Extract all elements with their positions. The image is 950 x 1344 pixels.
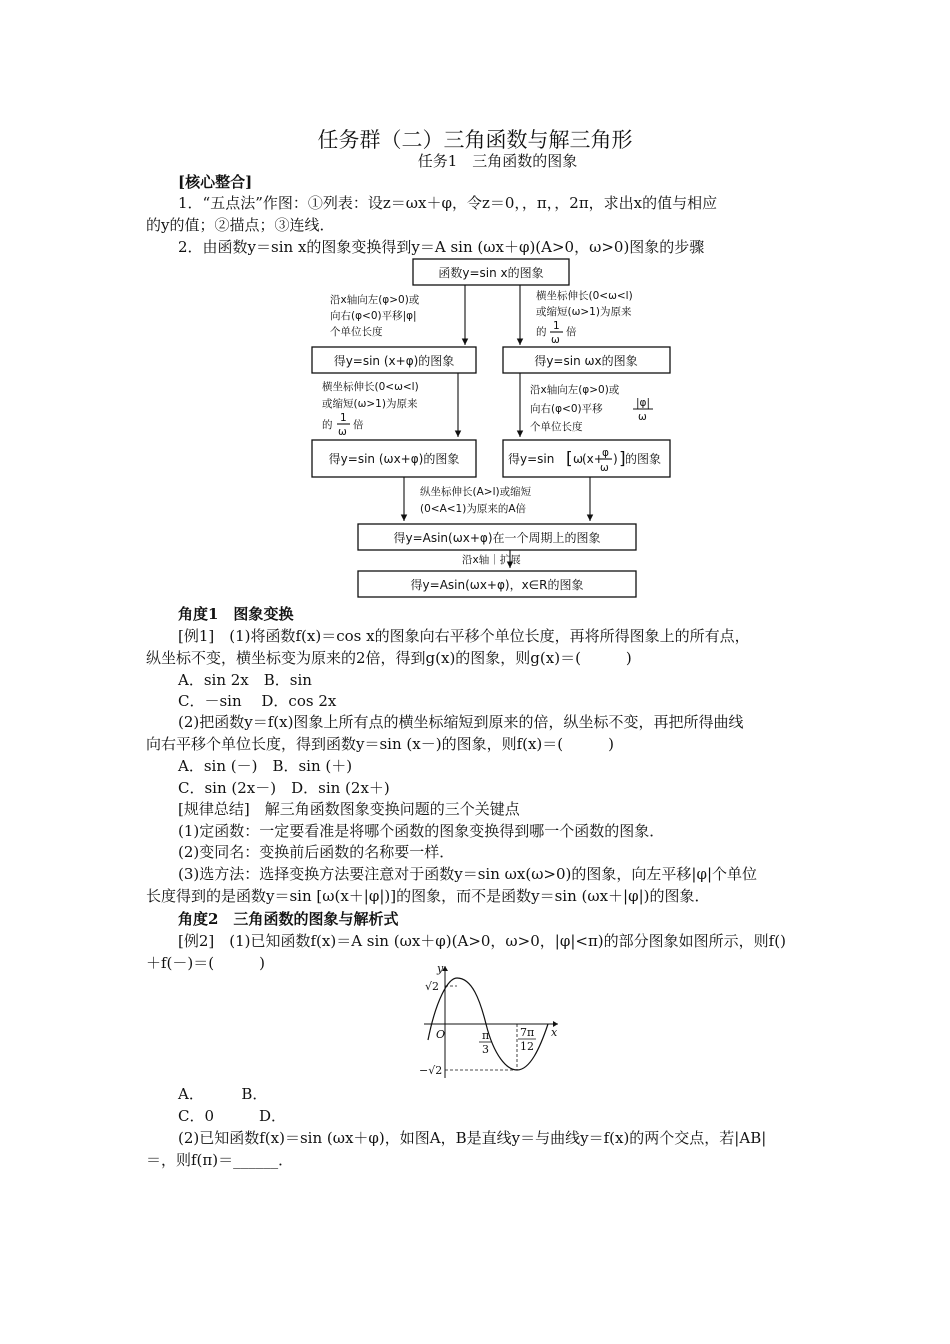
ex2b-line-2: ＝，则f(π)＝______． [146,1151,294,1169]
x-axis-label: x [551,1026,558,1039]
summary-point-2: (2)变同名：变换前后函数的名称要一样． [178,843,455,861]
flow-left-label-1b: 向右(φ<0)平移|φ| [330,310,417,322]
flow-box-top-text: 函数y=sin x的图象 [438,266,544,280]
sine-graph [412,960,572,1085]
summary-point-3-line-1: (3)选方法：选择变换方法要注意对于函数y＝sin ωx(ω>0)的图象，向左平移|φ|个单位 [178,865,757,883]
flow-left-frac-2-num: 1 [340,412,347,424]
flow-right-box-1-text: 得y=sin ωx的图象 [534,354,638,368]
y-axis-label: y [437,962,444,975]
flow-right-box-2-inner: (x+ [582,452,604,466]
flow-right-label-2c: 个单位长度 [530,421,583,433]
ex2-options-ab: A． B． [178,1085,268,1103]
origin-label: O [436,1028,446,1041]
flow-right-box-2-bracket-left: [ [566,449,573,469]
y-max-label: √2 [425,980,440,993]
page-subtitle: 任务1 三角函数的图象 [417,152,578,170]
tick-1-den: 3 [482,1043,489,1056]
flow-left-box-1-text: 得y=sin (x+φ)的图象 [333,354,455,368]
paragraph-1-line-1: 1．“五点法”作图：①列表：设z＝ωx＋φ，令z＝0，，π，，2π，求出x的值与相应 [178,194,718,212]
ex1-options-cd: C．－sin D．cos 2x [178,692,337,710]
flow-right-box-2-frac-num: φ [602,447,609,459]
ex1b-options-cd: C．sin (2x－) D．sin (2x＋) [178,779,390,797]
flow-left-label-2c: 的 [322,419,333,431]
flow-left-label-1c: 个单位长度 [330,326,383,338]
flow-left-box-2-text: 得y=sin (ωx+φ)的图象 [328,452,460,466]
flow-left-frac-2-den: ω [338,426,347,438]
summary-point-1: (1)定函数：一定要看准是将哪个函数的图象变换得到哪一个函数的图象． [178,822,665,840]
flow-left-label-2a: 横坐标伸长(0<ω<l) [322,381,419,393]
ex1-options-ab: A．sin 2x B．sin [178,671,312,689]
flow-box-4-text: 得y=Asin(ωx+φ)，x∈R的图象 [410,578,584,592]
ex1b-options-ab: A．sin (－) B．sin (＋) [178,757,353,775]
flow-mid-label-a: 纵坐标伸长(A>l)或缩短 [420,486,532,498]
flow-right-box-2-frac-den: ω [600,462,609,474]
angle1-heading: 角度1 图象变换 [178,605,294,623]
angle2-heading: 角度2 三角函数的图象与解析式 [178,910,399,928]
ex1-line-2: 纵坐标不变，横坐标变为原来的2倍，得到g(x)的图象，则g(x)＝( ) [146,649,632,667]
flow-left-label-2b: 或缩短(ω>1)为原来 [322,398,418,410]
flow-mid-label-b: (0<A<1)为原来的A倍 [420,503,527,515]
flow-right-label-1b: 或缩短(ω>1)为原来 [536,306,632,318]
flow-box-3-text: 得y=Asin(ωx+φ)在一个周期上的图象 [393,531,601,545]
y-min-label: −√2 [419,1064,443,1077]
flow-right-label-2a: 沿x轴向左(φ>0)或 [530,384,620,396]
ex2-line-1: [例2] (1)已知函数f(x)＝A sin (ωx＋φ)(A>0，ω>0，|φ|<π)的部分图象如图所示，则f() [178,932,786,950]
ex2b-line-1: (2)已知函数f(x)＝sin (ωx＋φ)，如图A，B是直线y＝与曲线y＝f(x)的两个交点，若|AB| [178,1129,767,1147]
flow-left-label-1a: 沿x轴向左(φ>0)或 [330,294,420,306]
tick-2-den: 12 [520,1040,534,1053]
page-title: 任务群（二）三角函数与解三角形 [317,128,633,152]
flow-left-label-2d: 倍 [353,419,364,431]
flow-right-frac-1-num: 1 [553,320,560,332]
flow-right-box-2-pre: 得y=sin [508,452,555,466]
flow-right-label-1c: 的 [536,326,547,338]
ex2-options-cd: C．0 D． [178,1107,287,1125]
flow-right-label-1a: 横坐标伸长(0<ω<l) [536,290,633,302]
flow-right-box-2-bracket-right: ] [619,449,626,469]
tick-1-num: π [482,1029,490,1042]
flow-bottom-label: 沿x轴｜扩展 [462,554,521,566]
paragraph-2: 2．由函数y＝sin x的图象变换得到y＝A sin (ωx＋φ)(A>0，ω>0)图象的步骤 [178,238,705,256]
flow-right-box-2-omega: ω [573,452,584,466]
flow-right-box-2-post: 的图象 [625,452,662,466]
summary-point-3-line-2: 长度得到的是函数y＝sin [ω(x＋|φ|)]的图象，而不是函数y＝sin (ωx＋|φ|)的图象． [146,887,710,905]
flow-right-label-1d: 倍 [566,326,577,338]
ex1-line-1: [例1] (1)将函数f(x)＝cos x的图象向右平移个单位长度，再将所得图象上的所有点， [178,627,750,645]
summary-heading: [规律总结] 解三角函数图象变换问题的三个关键点 [178,800,520,818]
flow-right-frac-1-den: ω [551,334,560,346]
tick-2-num: 7π [520,1026,535,1039]
flow-right-box-2-close: ) [613,452,618,466]
ex2-line-2: ＋f(－)＝( ) [146,954,265,972]
paragraph-1-line-2: 的y的值；②描点；③连线． [146,216,335,234]
ex1b-line-1: (2)把函数y＝f(x)图象上所有点的横坐标缩短到原来的倍，纵坐标不变，再把所得曲线 [178,713,744,731]
flow-right-frac-2-num: |φ| [636,397,651,409]
flow-right-frac-2-den: ω [638,411,647,423]
flow-right-label-2b: 向右(φ<0)平移 [530,403,603,415]
section-core: [核心整合] [178,173,253,191]
ex1b-line-2: 向右平移个单位长度，得到函数y＝sin (x－)的图象，则f(x)＝( ) [146,735,614,753]
